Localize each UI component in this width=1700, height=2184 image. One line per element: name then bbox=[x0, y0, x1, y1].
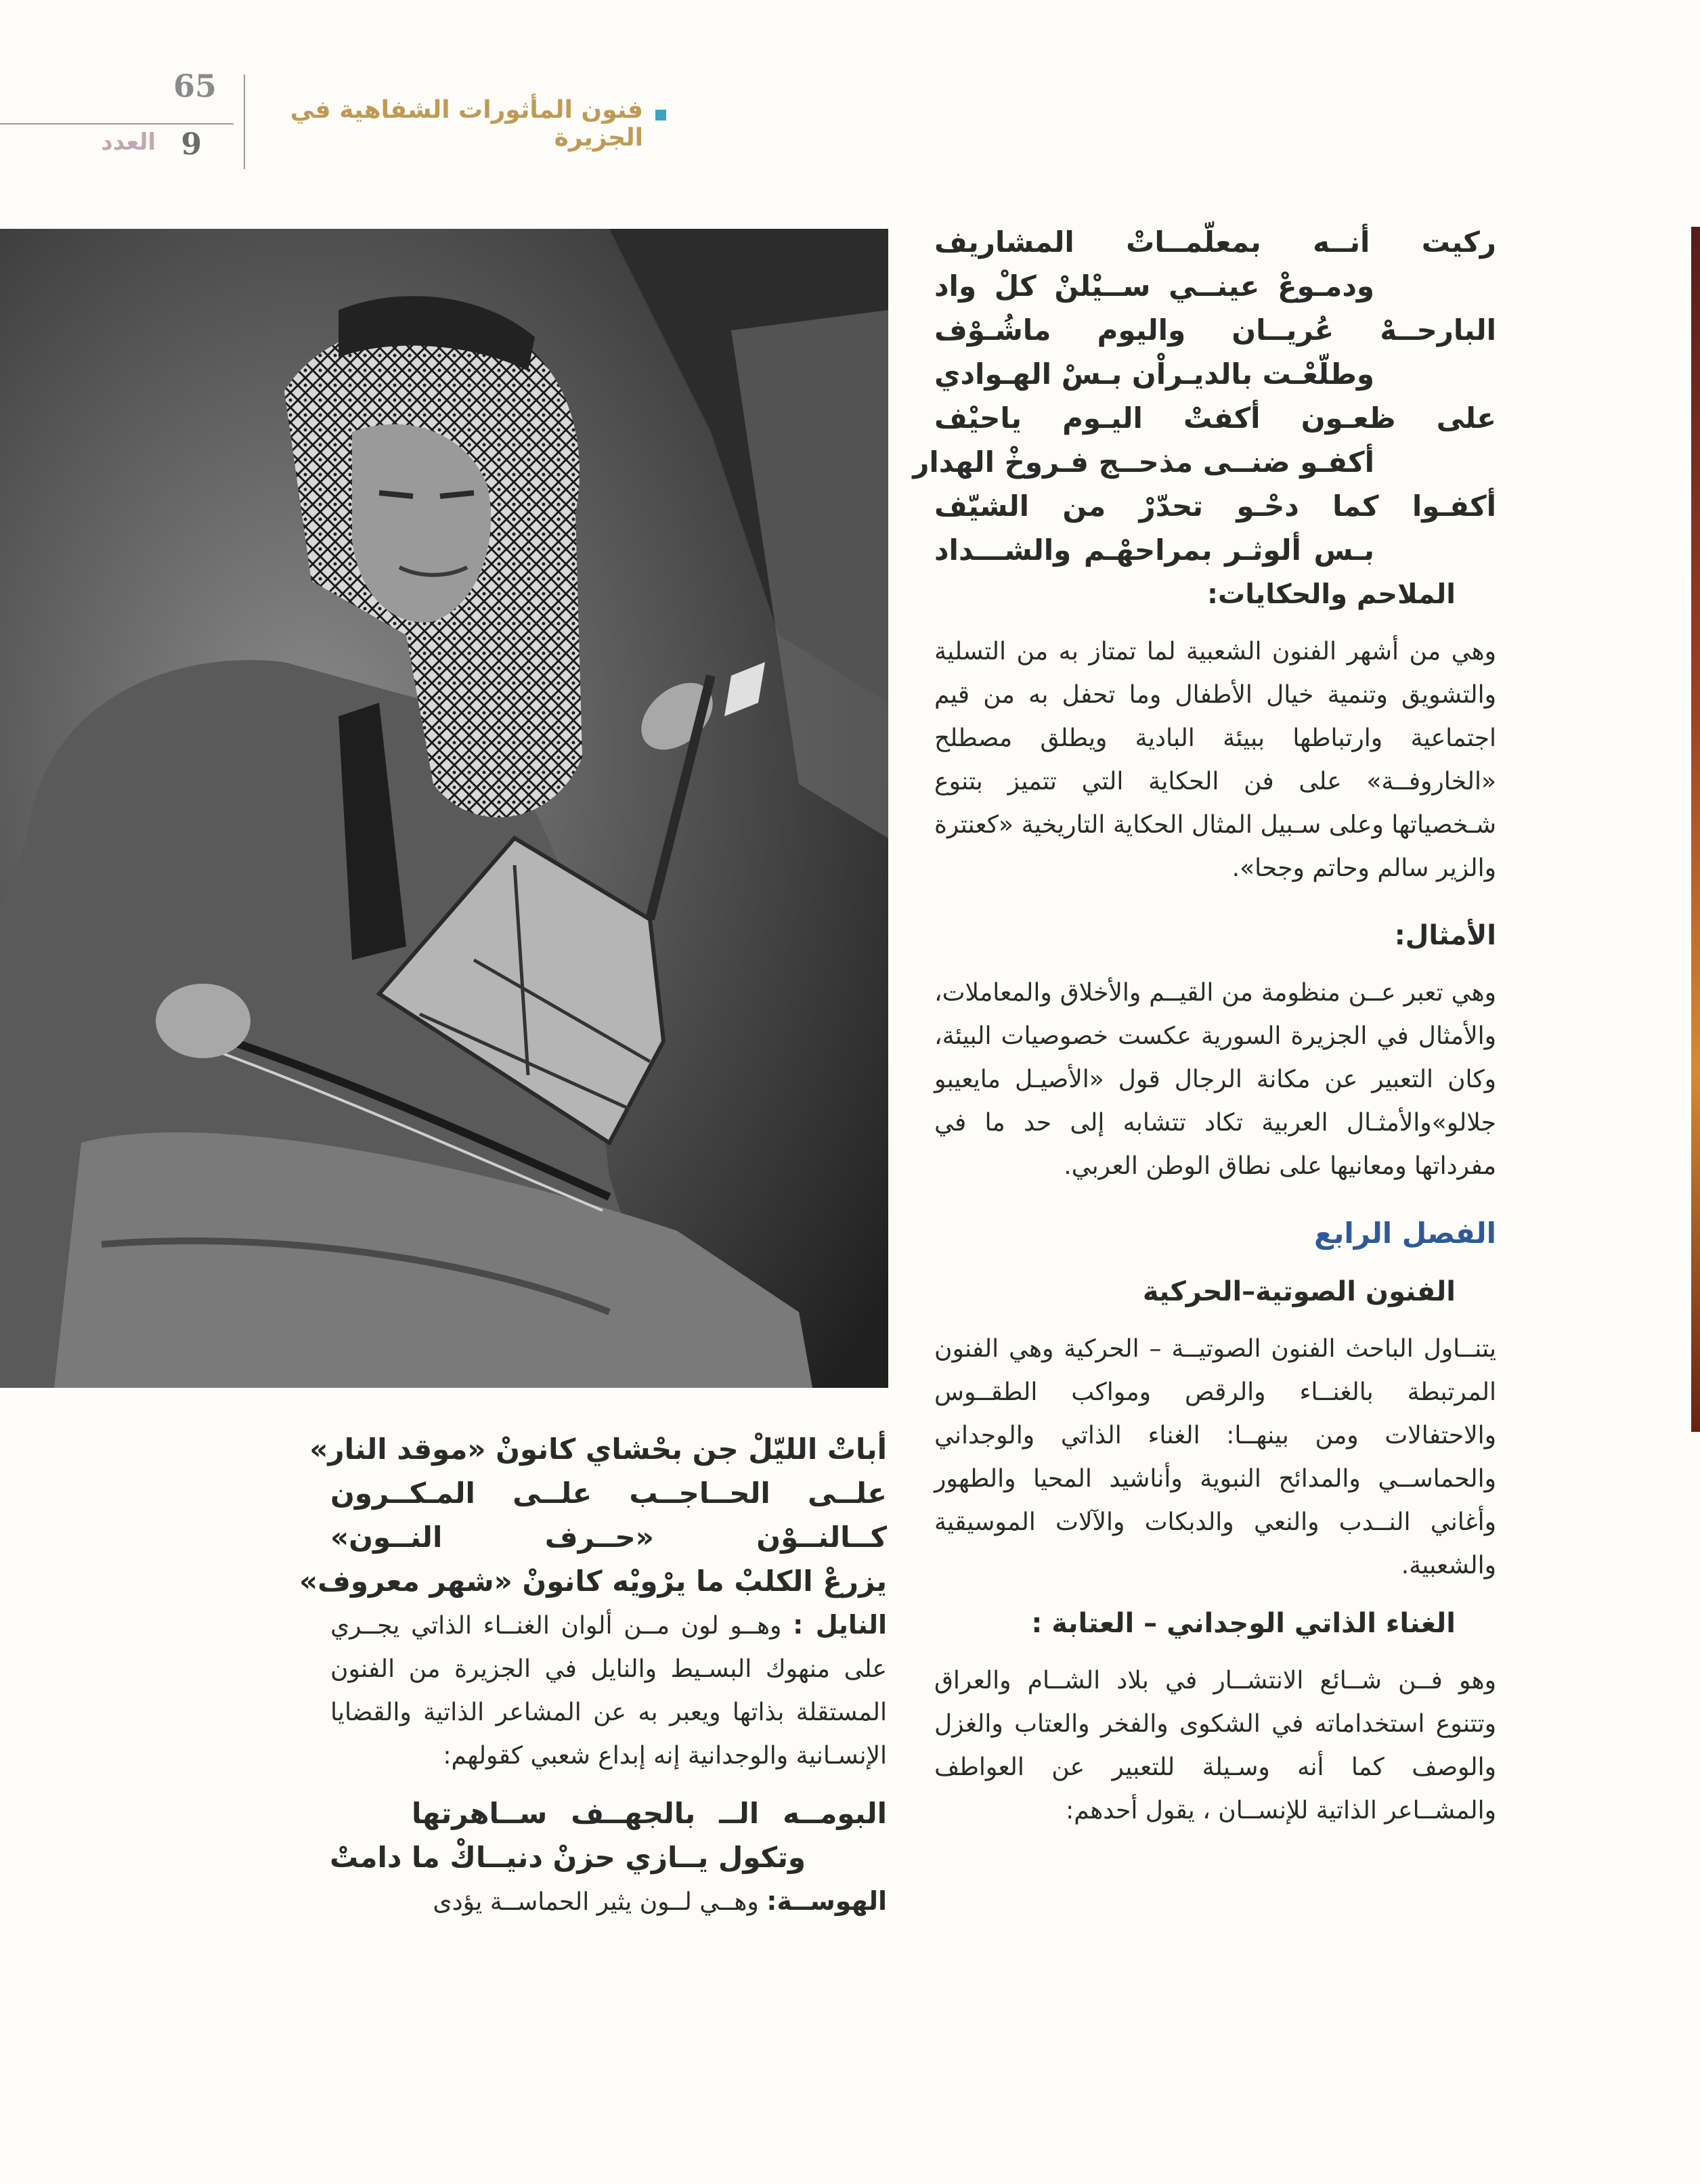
poem-line: وتكول يــازي حزنْ دنيــاكْ ما دامتْ bbox=[330, 1841, 806, 1874]
paragraph-hawsa bbox=[330, 1879, 887, 1924]
paragraph-epics-tales: وهي من أشهر الفنون الشعبية لما تمتاز به من التسلية والتشويق وتنمية خيال الأطفال وما تحفل به من قيم اجتماعية وارتباطها ببيئة البادية ويطلق مصطلح «الخاروفــة» على فن الحكاية التي تتميز بتنوع شـخصياتها وعلى سـبيل المثال الحكاية التاريخية «كعنترة والزير سالم وحاتم وجحا». bbox=[934, 638, 1496, 882]
heading-vocal-motion-arts: الفنون الصوتية–الحركية bbox=[1142, 1276, 1456, 1307]
heading-proverbs: الأمثال: bbox=[1394, 920, 1496, 951]
photo-musician-with-rababa bbox=[0, 229, 888, 1388]
left-text-column bbox=[299, 1427, 887, 1924]
poem-line: أكفـو ضنــى مذحــج فـروخْ الهدار bbox=[913, 445, 1374, 479]
poem-line: يزرعْ الكلبْ ما يرْويْه كانونْ «شهر معروف» bbox=[299, 1565, 887, 1598]
photo-illustration bbox=[0, 229, 888, 1388]
poem-line: كــالنــوْن «حــرف النــون» bbox=[330, 1521, 887, 1554]
poem-line: البارحــهْ عُريــان واليوم ماشُـوْف bbox=[934, 313, 1496, 347]
paragraph-vocal-motion-arts: يتنــاول الباحث الفنون الصوتيــة – الحركية وهي الفنون المرتبطة بالغنــاء والرقص ومواكب الطقــوس والاحتفالات ومن بينهــا: الغناء الذاتي والوجداني والحماســي والمدائح النبوية وأناشيد المحيا والطهور وأغاني النــدب والنعي والدبكات والآلات الموسيقية والشعبية. bbox=[934, 1335, 1496, 1579]
right-text-column bbox=[913, 220, 1496, 1833]
page-number: 65 bbox=[173, 68, 217, 104]
poem-line: ركيت أنــه بمعلّمــاتْ المشاريف bbox=[934, 225, 1496, 259]
poem-line: أباتْ الليّلْ جن بحْشاي كانونْ «موقد النار» bbox=[309, 1433, 887, 1466]
poem-line: على ظعـون أكفتْ اليـوم ياحيْف bbox=[934, 401, 1496, 435]
paragraph-lead: الهوســة: bbox=[766, 1886, 887, 1916]
chapter-heading: الفصل الرابع bbox=[1313, 1217, 1496, 1250]
header-divider-horizontal bbox=[0, 123, 234, 125]
poem-line: وطلّعْـت بالديـراْن بـسْ الهـوادي bbox=[934, 357, 1374, 391]
poem-line: البومــه الــ بالجهــف ســاهرتها bbox=[412, 1797, 887, 1830]
paragraph-body: وهــو لون مــن ألوان الغنــاء الذاتي يجــري على منهوك البسـيط والنايل في الجزيرة من الفنون المستقلة بذاتها ويعبر به عن المشاعر الذاتية والقضايا الإنسـانية والوجدانية إنه إبداع شعبي كقولهم: bbox=[330, 1612, 887, 1770]
poem-block-2 bbox=[299, 1427, 887, 1603]
poem-line: علــى الحــاجــب علــى المـكــرون bbox=[330, 1477, 887, 1510]
heading-epics-tales: الملاحم والحكايات: bbox=[1207, 579, 1456, 610]
poem-line: بـس ألوثـر بمراحهْـم والشـــداد bbox=[934, 533, 1374, 567]
issue-label: العدد bbox=[101, 129, 156, 156]
issue-number: 9 bbox=[181, 127, 202, 162]
page-edge-strip bbox=[1691, 227, 1700, 1432]
heading-ataba: الغناء الذاتي الوجداني – العتابة : bbox=[1031, 1608, 1456, 1639]
poem-block-1 bbox=[913, 220, 1496, 572]
poem-line: أكفـوا كما دحْـو تحدّرْ من الشيّف bbox=[934, 489, 1496, 523]
paragraph-proverbs: وهي تعبر عــن منظومة من القيــم والأخلاق والمعاملات، والأمثال في الجزيرة السورية عكست خصوصيات البيئة، وكان التعبير عن مكانة الرجال قول «الأصيـل مايعيبو جلالو»والأمثـال العربية تكاد تتشابه إلى حد ما في مفرداتها ومعانيها على نطاق الوطن العربي. bbox=[934, 979, 1496, 1180]
poem-line: ودمـوعْ عينــي ســيْلنْ كلْ واد bbox=[934, 269, 1374, 303]
header-divider-vertical bbox=[244, 74, 245, 169]
poem-block-3 bbox=[330, 1791, 887, 1879]
paragraph-nayel bbox=[330, 1603, 887, 1778]
paragraph-lead: النايل : bbox=[793, 1610, 887, 1640]
paragraph-body: وهــي لــون يثير الحماســة يؤدى bbox=[433, 1888, 767, 1916]
section-title: فنون المأثورات الشفاهية في الجزيرة bbox=[290, 96, 643, 152]
section-bullet-icon bbox=[655, 110, 666, 121]
paragraph-ataba: وهو فــن شــائع الانتشــار في بلاد الشــام والعراق وتتنوع استخداماته في الشكوى والفخر والعتاب والغزل والوصف كما أنه وسـيلة للتعبير عن العواطف والمشــاعر الذاتية للإنســان ، يقول أحدهم: bbox=[934, 1667, 1496, 1825]
